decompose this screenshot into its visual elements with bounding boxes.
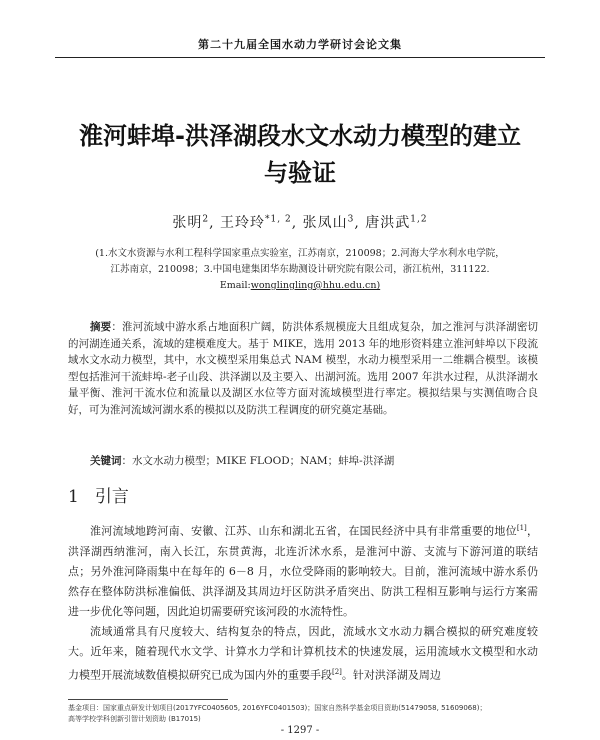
author-affil-mark: 3 — [347, 214, 355, 225]
paragraph-text: 淮河流域地跨河南、安徽、江苏、山东和湖北五省，在国民经济中具有非常重要的地位 — [90, 524, 517, 538]
section-number: 1 — [68, 487, 79, 507]
author-name: 张明 — [172, 215, 203, 231]
paragraph-text: 。针对洪泽湖及周边 — [341, 668, 441, 682]
paragraph — [68, 518, 538, 622]
author-name: 唐洪武 — [365, 215, 411, 231]
keywords — [90, 453, 538, 469]
title-line-1: 淮河蚌埠-洪泽湖段水文水动力模型的建立 — [79, 122, 521, 150]
email-line — [70, 278, 530, 294]
body-text — [68, 518, 538, 685]
keywords-label: 关键词 — [90, 455, 122, 467]
footnote-line-2: 高等学校学科创新引智计划资助 (B17015) — [68, 715, 201, 723]
author-affil-mark: *1, 2 — [265, 214, 292, 225]
author-name: 张凤山 — [302, 215, 348, 231]
section-title: 引言 — [94, 487, 129, 507]
citation-ref[interactable]: [1] — [516, 524, 527, 532]
author-list: 张明$^2$, 王玲玲$^{*1, 2}$, 张凤山$^3$, 唐洪武$^{1,2}$ — [172, 214, 428, 231]
running-header: 第二十九届全国水动力学研讨会论文集 — [198, 38, 402, 51]
paragraph-text: 流域通常具有尺度较大、结构复杂的特点，因此，流域水文水动力耦合模拟的研究难度较大。近年来，随着现代水文学、计算水力学和计算机技术的快速发展，运用流域水文模型和水动力模型开展流域数值模拟研究已成为国内外的重要手段 — [68, 624, 538, 682]
citation-ref[interactable]: [2] — [332, 667, 342, 676]
abstract — [68, 319, 538, 419]
affiliation-line-2: 江苏南京，210098；3.中国电建集团华东勘测设计研究院有限公司，浙江杭州，311122. — [110, 264, 490, 275]
paragraph-text: ，洪泽湖西纳淮河，南入长江，东贯黄海，北连沂沭水系，是淮河中游、支流与下游河道的联结点；另外淮河降雨集中在每年的 6－8 月，水位受降雨的影响较大。目前，淮河流域中游水系仍然存在整体防洪标准偏低、洪泽湖及其周边圩区防洪矛盾突出、防洪工程相互影响与运行方案需进一步优化等问题，因此迫切需要研究该河段的水流特性。 — [68, 524, 538, 618]
title-line-2: 与验证 — [264, 159, 336, 187]
section-heading — [68, 482, 129, 507]
footnote-rule — [68, 699, 228, 700]
page-number: - 1297 - — [280, 725, 320, 736]
affiliation-line-1: (1.水文水资源与水利工程科学国家重点实验室，江苏南京，210098；2.河海大学水利水电学院， — [95, 248, 505, 259]
funding-footnote — [68, 703, 560, 725]
affiliations — [70, 246, 530, 294]
author-name: 王玲玲 — [220, 215, 266, 231]
footnote-line-1: 基金项目：国家重点研发计划项目(2017YFC0405605, 2016YFC0401503)；国家自然科学基金项目资助(51479058, 51609068)； — [68, 704, 487, 712]
email-link[interactable]: wonglingling@hhu.edu.cn) — [250, 280, 381, 291]
abstract-label: 摘要 — [90, 321, 112, 333]
email-label: Email: — [219, 280, 251, 291]
keywords-text: ：水文水动力模型；MIKE FLOOD；NAM；蚌埠-洪泽湖 — [121, 455, 395, 467]
author-affil-mark: 1,2 — [410, 214, 428, 225]
paper-title — [40, 118, 560, 192]
paragraph — [68, 622, 538, 686]
header-rule — [55, 57, 545, 58]
abstract-text: ：淮河流域中游水系占地面积广阔，防洪体系规模庞大且组成复杂，加之淮河与洪泽湖密切的河湖连通关系，流域的建模难度大。基于 MIKE，选用 2013 年的地形资料建立淮河蚌埠以下段流域水文水动力模型，其中，水文模型采用集总式 NAM 模型，水动力模型采用一二维耦合模型。该模型包括淮河干流蚌埠-老子山段、洪泽湖以及主要入、出湖河流。选用 2007 年洪水过程，从洪泽湖水量平衡、淮河干流水位和流量以及湖区水位等方面对流域模型进行率定。模拟结果与实测值吻合良好，可为淮河流域河湖水系的模拟以及防洪工程调度的研究奠定基础。 — [68, 321, 539, 416]
author-affil-mark: 2 — [202, 214, 210, 225]
